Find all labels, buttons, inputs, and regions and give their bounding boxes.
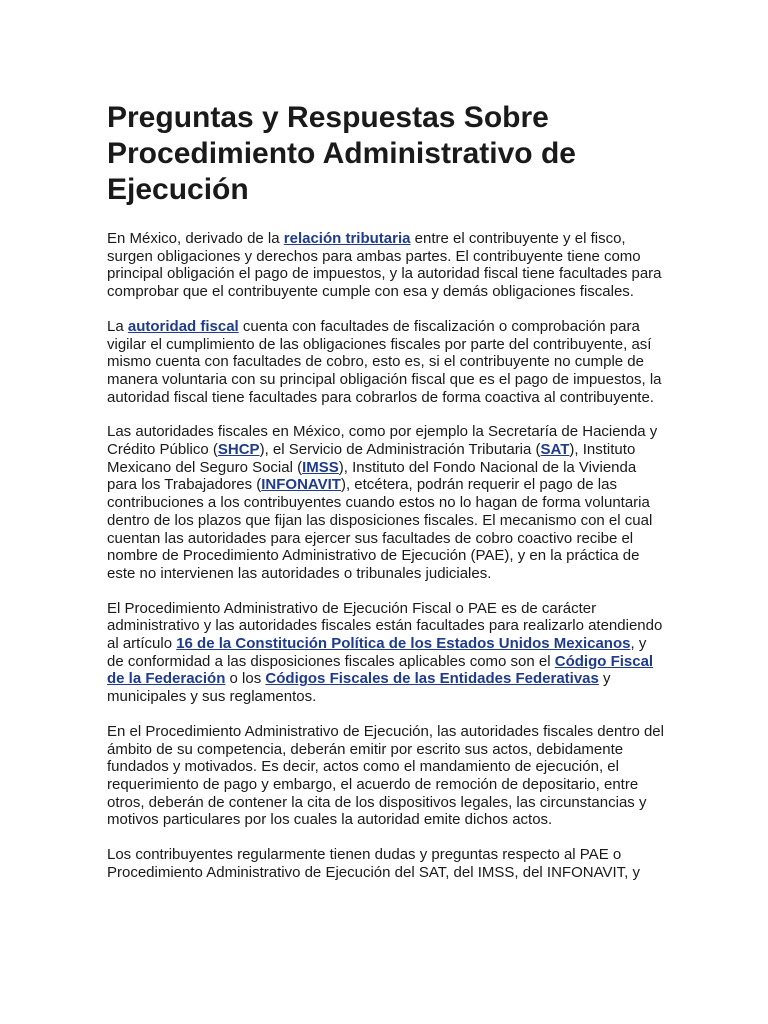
text: Los contribuyentes regularmente tienen dudas y preguntas respecto al PAE o Procedimiento Administrativo de Ejecución del SAT, del IMSS, del INFONAVIT, y <box>107 846 640 881</box>
text: cuenta con facultades de fiscalización o comprobación para vigilar el cumplimiento de las obligaciones fiscales por parte del contribuyente, así mismo cuenta con facultades de cobro, esto es, si el contribuyente no cumple de manera voluntaria con su principal obligación fiscal que es el pago de impuestos, la autoridad fiscal tiene facultades para cobrarlos de forma coactiva al contribuyente. <box>107 317 662 406</box>
text: y municipales y sus reglamentos. <box>107 670 611 706</box>
link-relacion-tributaria[interactable]: relación tributaria <box>283 230 411 247</box>
link-sat[interactable]: SAT <box>540 441 570 459</box>
text: Las autoridades fiscales en México, como por ejemplo la Secretaría de Hacienda y Crédito Público ( <box>107 423 658 459</box>
text: ), el Servicio de Administración Tributaria ( <box>259 441 541 459</box>
text: ), Instituto Mexicano del Seguro Social ( <box>107 441 636 476</box>
article-title: Preguntas y Respuestas Sobre Procedimiento Administrativo de Ejecución <box>107 101 576 206</box>
paragraph-2 <box>107 318 667 407</box>
paragraph-6 <box>107 846 667 881</box>
text: o los <box>225 670 266 688</box>
text: ), etcétera, podrán requerir el pago de las contribuciones a los contribuyentes cuando estos no lo hagan de forma voluntaria dentro de los plazos que fijan las disposiciones fiscales. El mecanismo con el cual cuentan las autoridades para ejercer sus facultades de cobro coactivo recibe el nombre de Procedimiento Administrativo de Ejecución (PAE), y en la práctica de este no intervienen las autoridades o tribunales judiciales. <box>107 476 653 582</box>
paragraph-5 <box>107 723 667 829</box>
link-codigos-fiscales-entidades[interactable]: Códigos Fiscales de las Entidades Federativas <box>265 670 599 688</box>
text: ), Instituto del Fondo Nacional de la Vivienda para los Trabajadores ( <box>107 458 637 494</box>
article-body <box>107 100 667 899</box>
paragraph-1 <box>107 230 667 301</box>
link-codigo-fiscal-federacion[interactable]: Código Fiscal de la Federación <box>107 652 654 688</box>
text: La <box>107 317 128 335</box>
paragraph-3 <box>107 423 667 582</box>
link-infonavit[interactable]: INFONAVIT <box>261 476 341 494</box>
link-articulo-16-constitucion[interactable]: 16 de la Constitución Política de los Estados Unidos Mexicanos <box>176 635 631 653</box>
paragraph-4 <box>107 600 667 706</box>
link-autoridad-fiscal[interactable]: autoridad fiscal <box>127 317 239 335</box>
text: entre el contribuyente y el fisco, surgen obligaciones y derechos para ambas partes. El contribuyente tiene como principal obligación el pago de impuestos, y la autoridad fiscal tiene facultades para comprobar que el contribuyente cumple con esa y demás obligaciones fiscales. <box>107 230 662 301</box>
link-shcp[interactable]: SHCP <box>217 441 260 459</box>
text: En México, derivado de la <box>107 230 284 247</box>
text: El Procedimiento Administrativo de Ejecución Fiscal o PAE es de carácter administrativo y las autoridades fiscales están facultades para realizarlo atendiendo al artículo <box>107 599 663 653</box>
link-imss[interactable]: IMSS <box>302 458 339 476</box>
text: , y de conformidad a las disposiciones fiscales aplicables como son el <box>107 635 647 670</box>
text: En el Procedimiento Administrativo de Ejecución, las autoridades fiscales dentro del ámbito de su competencia, deberán emitir por escrito sus actos, debidamente fundados y motivados. Es decir, actos como el mandamiento de ejecución, el requerimiento de pago y embargo, el acuerdo de remoción de depositario, entre otros, deberán de contener la cita de los dispositivos legales, las circunstancias y motivos particulares por los cuales la autoridad emite dichos actos. <box>107 722 664 829</box>
